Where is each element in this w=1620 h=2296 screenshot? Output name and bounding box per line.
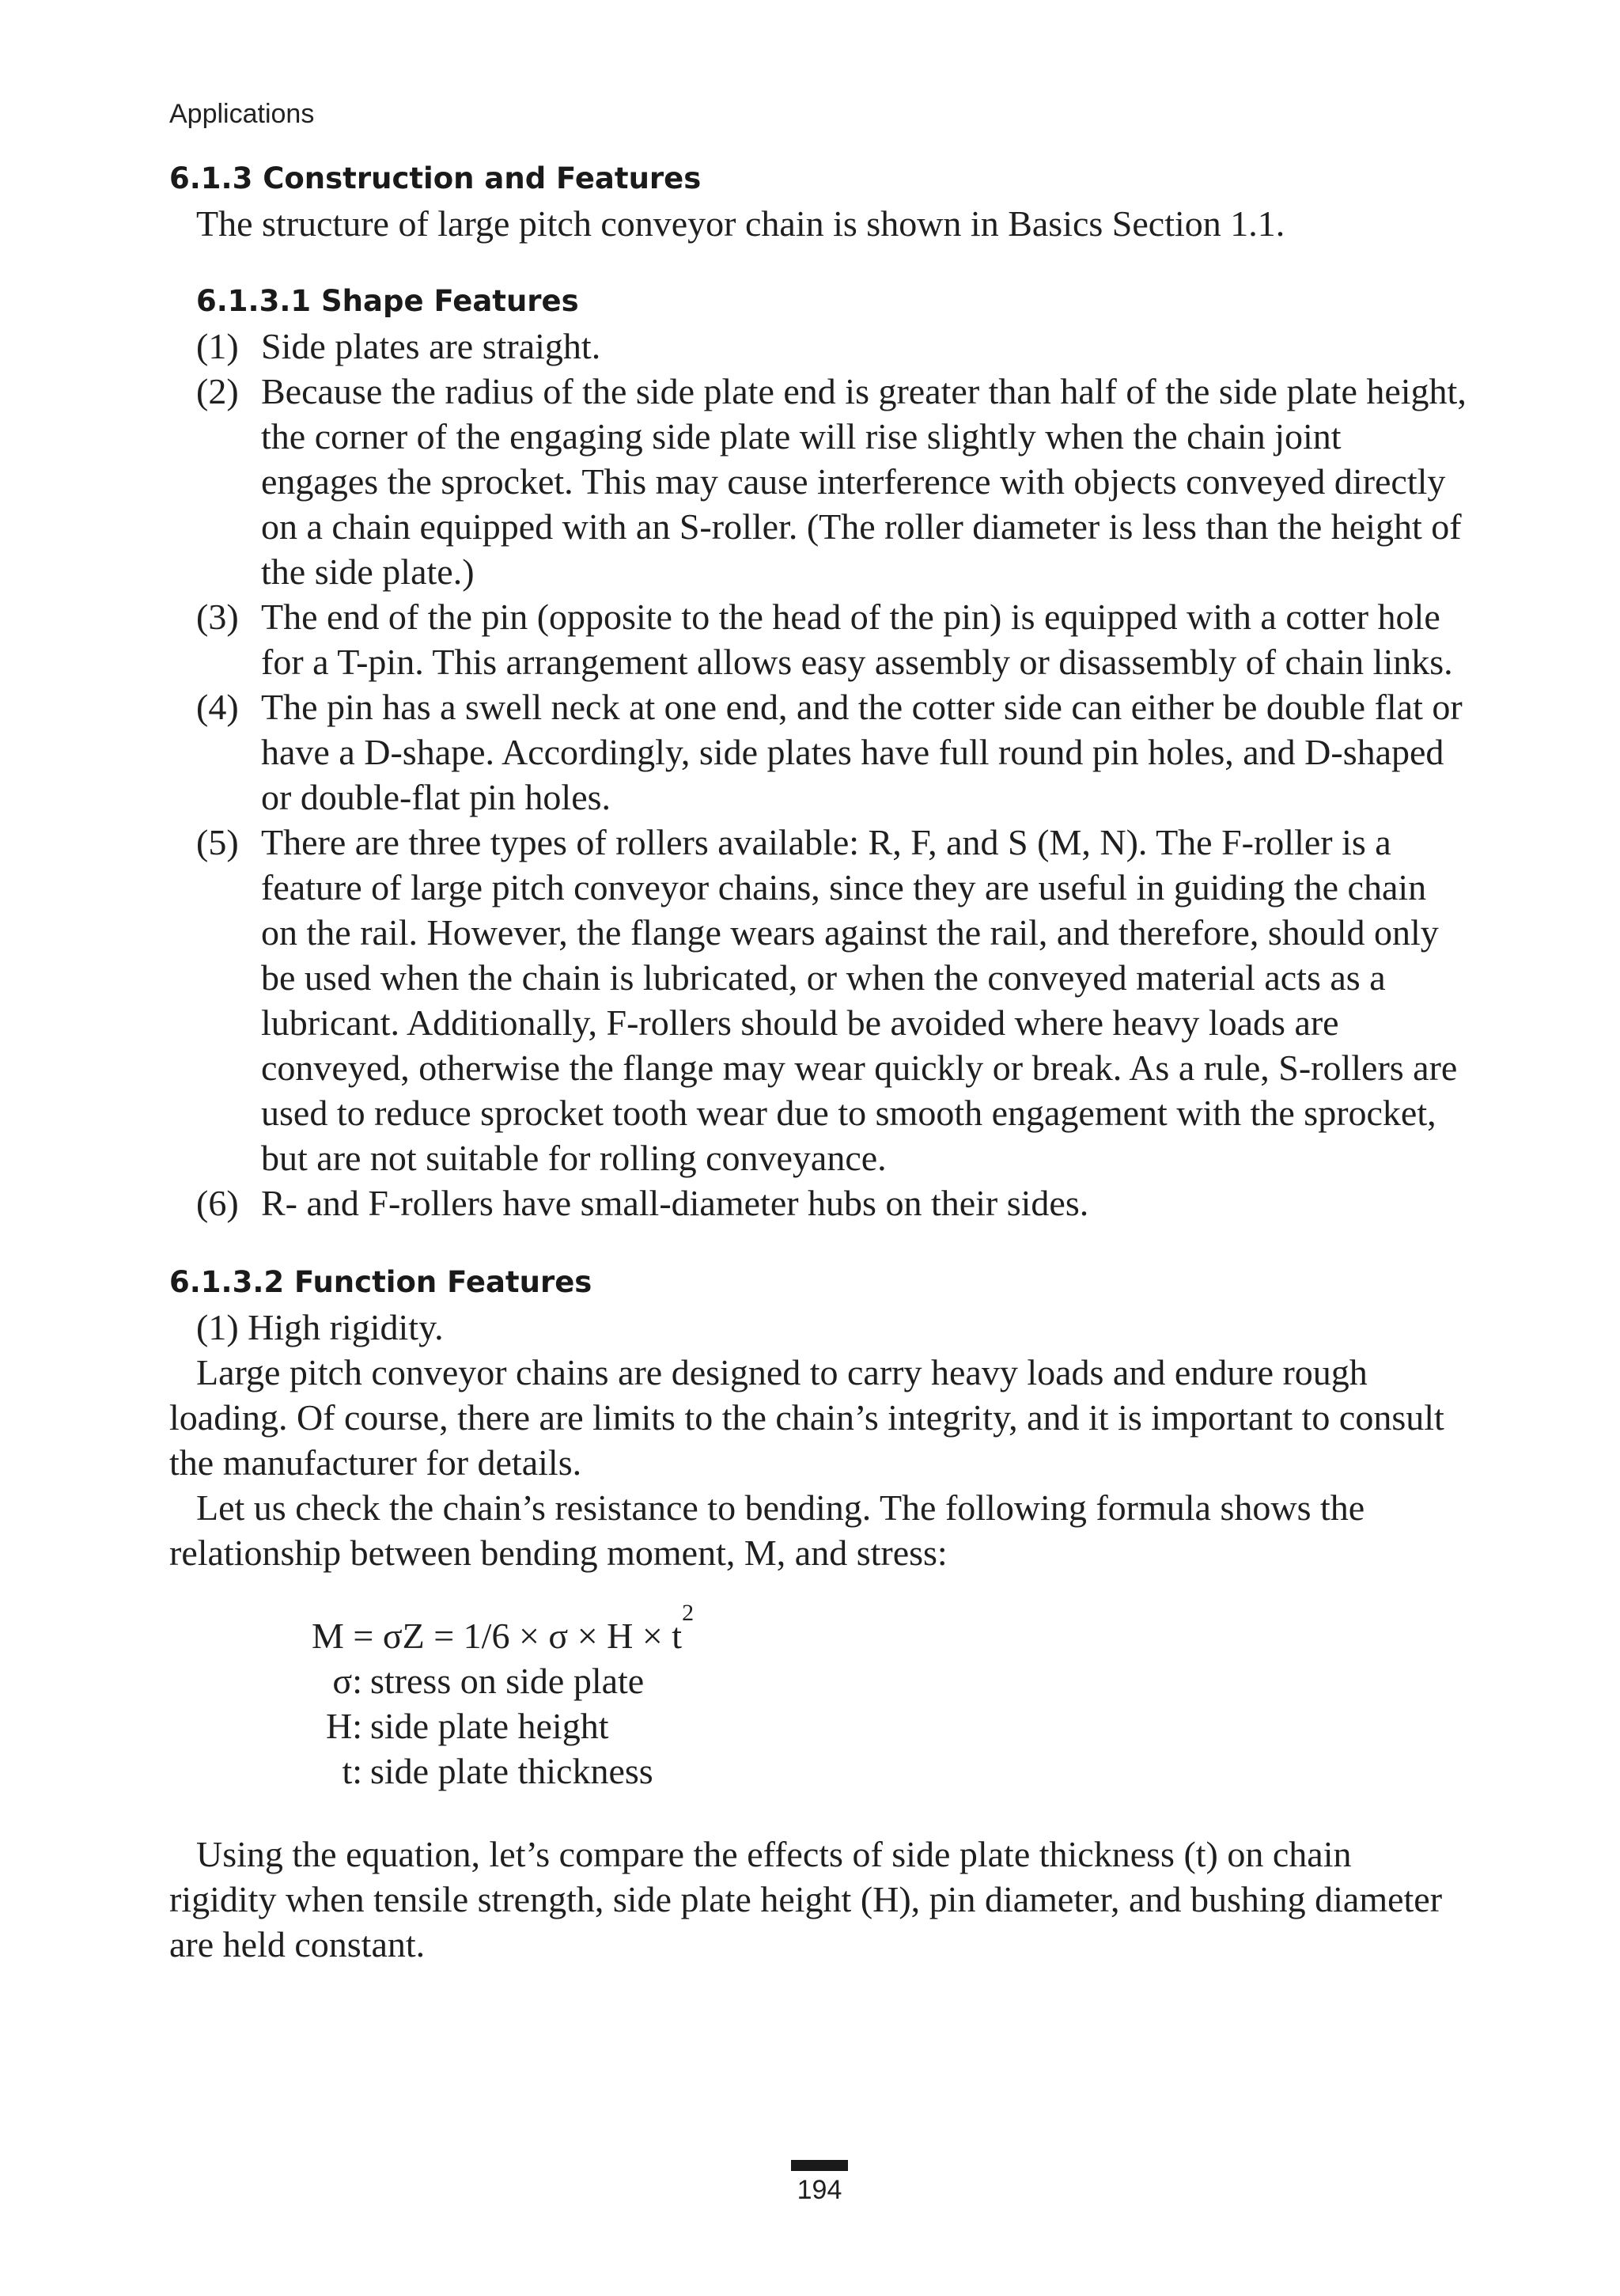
list-item-text: Because the radius of the side plate end is greater than half of the side plate height, the corner of the engaging side plate will rise slightly when the chain joint engages the sprocket. This may cause interference with objects conveyed directly on a chain equipped with an S-roller. (The roller diameter is less than the height of the side plate.) — [261, 371, 1467, 592]
list-item-text: Side plates are straight. — [261, 326, 601, 366]
function-features-heading: 6.1.3.2 Function Features — [169, 1265, 592, 1299]
equation-exponent: 2 — [682, 1600, 695, 1626]
page-number-text: 194 — [797, 2175, 842, 2205]
spacer — [169, 1575, 1467, 1613]
definition-text: side plate height — [370, 1706, 609, 1746]
shape-features-heading: 6.1.3.1 Shape Features — [196, 284, 579, 318]
list-item-number: (4) — [196, 687, 239, 727]
definition-symbol: σ: — [332, 1661, 362, 1701]
spacer — [169, 1794, 1467, 1832]
list-item-text: The end of the pin (opposite to the head of the pin) is equipped with a cotter hole for a T-pin. This arrangement allows easy assembly or disassembly of chain links. — [261, 597, 1453, 682]
equation-text: M = σZ = 1/6 × σ × H × t — [312, 1616, 683, 1656]
list-item-text: There are three types of rollers available: R, F, and S (M, N). The F-roller is a feature of large pitch conveyor chains, since they are useful in guiding the chain on the rail. However, the flange wears against the rail, and therefore, should only be used when the chain is lubricated, or when the conveyed material acts as a lubricant. Additionally, F-rollers should be avoided where heavy loads are conveyed, otherwise the flange may wear quickly or break. As a rule, S-rollers are used to reduce sprocket tooth wear due to smooth engagement with the sprocket, but are not suitable for rolling conveyance. — [261, 822, 1458, 1178]
list-item — [169, 324, 1467, 369]
definition-text: stress on side plate — [370, 1661, 645, 1701]
page-number — [791, 2160, 848, 2206]
definition-symbol: t: — [342, 1751, 362, 1791]
running-head: Applications — [169, 99, 315, 129]
list-item — [169, 369, 1467, 594]
formula-definition — [312, 1703, 1467, 1749]
formula-definition — [312, 1749, 1467, 1794]
spacer — [169, 1226, 1467, 1260]
section-heading: 6.1.3 Construction and Features — [169, 161, 702, 195]
formula-definition — [312, 1658, 1467, 1703]
list-item — [169, 820, 1467, 1180]
spacer — [169, 246, 1467, 279]
formula-equation — [312, 1600, 1467, 1658]
paragraph: Using the equation, let’s compare the effects of side plate thickness (t) on chain rigidity when tensile strength, side plate height (H), pin diameter, and bushing diameter are held constant. — [169, 1834, 1443, 1964]
page-number-bar — [791, 2160, 848, 2171]
formula-block — [169, 1600, 1467, 1794]
list-item-number: (6) — [196, 1183, 239, 1223]
section-intro: The structure of large pitch conveyor chain is shown in Basics Section 1.1. — [196, 203, 1285, 244]
list-item-number: (2) — [196, 371, 239, 411]
list-item-text: The pin has a swell neck at one end, and the cotter side can either be double flat or have a D-shape. Accordingly, side plates have full round pin holes, and D-shaped or double-flat pin holes. — [261, 687, 1463, 817]
definition-symbol: H: — [326, 1706, 362, 1746]
paragraph: Let us check the chain’s resistance to bending. The following formula shows the relationship between bending moment, M, and stress: — [169, 1487, 1365, 1573]
body-flow — [169, 157, 1467, 1967]
document-page — [169, 0, 1467, 2296]
function-item-1: (1) High rigidity. — [196, 1307, 444, 1347]
list-item — [169, 594, 1467, 684]
list-item — [169, 684, 1467, 820]
list-item-text: R- and F-rollers have small-diameter hubs on their sides. — [261, 1183, 1089, 1223]
definition-text: side plate thickness — [370, 1751, 653, 1791]
paragraph: Large pitch conveyor chains are designed to carry heavy loads and endure rough loading. Of course, there are limits to the chain’s integrity, and it is important to consult the manufacturer for details. — [169, 1352, 1444, 1483]
list-item-number: (3) — [196, 597, 239, 637]
list-item — [169, 1180, 1467, 1226]
list-item-number: (1) — [196, 326, 239, 366]
shape-features-list — [169, 324, 1467, 1226]
list-item-number: (5) — [196, 822, 239, 862]
